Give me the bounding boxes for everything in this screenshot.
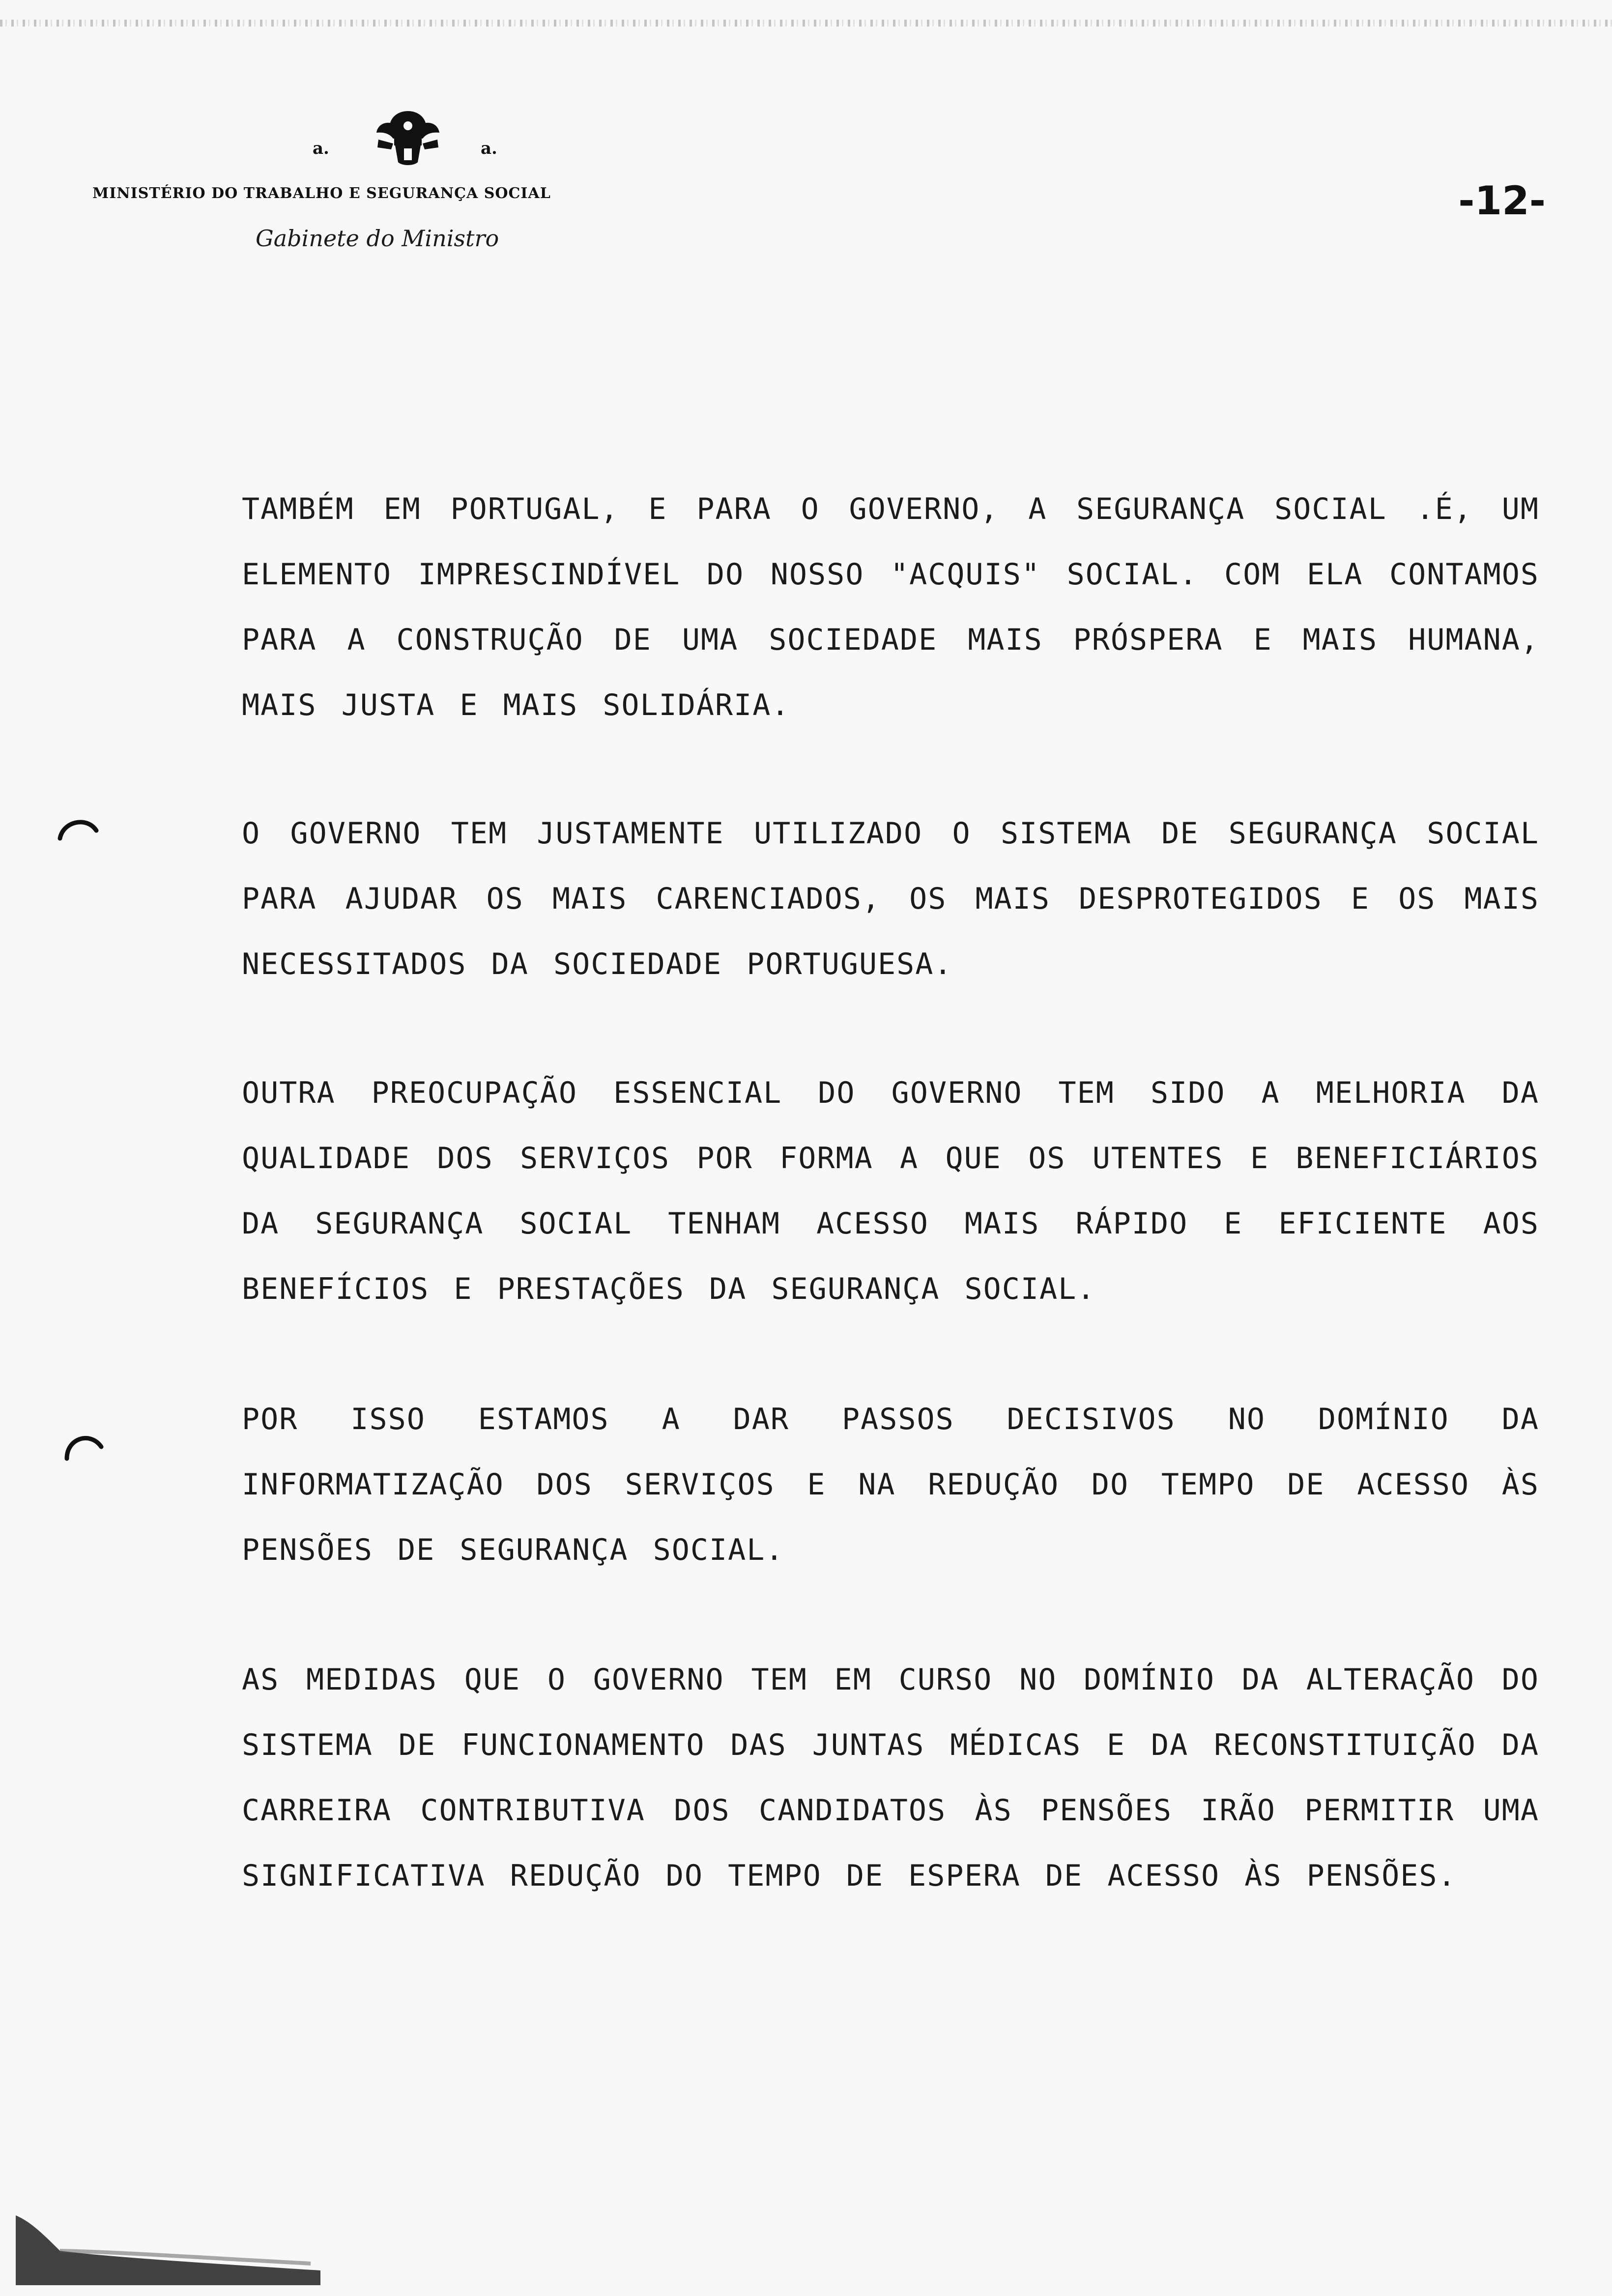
paragraph-3: OUTRA PREOCUPAÇÃO ESSENCIAL DO GOVERNO TEM SIDO A MELHORIA DA QUALIDADE DOS SERVIÇOS POR FORMA A QUE OS UTENTES E BENEFICIÁRIOS DA SEGURANÇA SOCIAL TENHAM ACESSO MAIS RÁPIDO E EFICIENTE AOS BENEFÍCIOS E PRESTAÇÕES DA SEGURANÇA SOCIAL. bbox=[242, 1076, 1539, 1306]
page-number: -12- bbox=[1458, 178, 1546, 224]
paragraph-2: O GOVERNO TEM JUSTAMENTE UTILIZADO O SISTEMA DE SEGURANÇA SOCIAL PARA AJUDAR OS MAIS CARENCIADOS, OS MAIS DESPROTEGIDOS E OS MAIS NECESSITADOS DA SOCIEDADE PORTUGUESA. bbox=[242, 816, 1539, 981]
punch-hole-mark-icon bbox=[62, 1424, 106, 1468]
paragraph-5: AS MEDIDAS QUE O GOVERNO TEM EM CURSO NO DOMÍNIO DA ALTERAÇÃO DO SISTEMA DE FUNCIONAMENTO DAS JUNTAS MÉDICAS E DA RECONSTITUIÇÃO DA CARREIRA CONTRIBUTIVA DOS CANDIDATOS ÀS PENSÕES IRÃO PERMITIR UMA SIGNIFICATIVA REDUÇÃO DO TEMPO DE ESPERA DE ACESSO ÀS PENSÕES. bbox=[242, 1663, 1539, 1893]
crest-mark-right: a. bbox=[481, 139, 497, 158]
crest-mark-left: a. bbox=[313, 139, 329, 158]
punch-hole-mark-icon bbox=[56, 809, 100, 853]
cabinet-signature: Gabinete do Ministro bbox=[256, 225, 499, 252]
scan-corner-shadow bbox=[16, 2207, 320, 2285]
paragraph-1: TAMBÉM EM PORTUGAL, E PARA O GOVERNO, A SEGURANÇA SOCIAL .É, UM ELEMENTO IMPRESCINDÍVEL DO NOSSO "ACQUIS" SOCIAL. COM ELA CONTAMOS PARA A CONSTRUÇÃO DE UMA SOCIEDADE MAIS PRÓSPERA E MAIS HUMANA, MAIS JUSTA E MAIS SOLIDÁRIA. bbox=[242, 492, 1539, 722]
coat-of-arms-icon bbox=[369, 109, 447, 168]
scan-top-edge bbox=[0, 20, 1612, 27]
ministry-name: MINISTÉRIO DO TRABALHO E SEGURANÇA SOCIAL bbox=[92, 185, 551, 202]
paragraph-4: POR ISSO ESTAMOS A DAR PASSOS DECISIVOS NO DOMÍNIO DA INFORMATIZAÇÃO DOS SERVIÇOS E NA REDUÇÃO DO TEMPO DE ACESSO ÀS PENSÕES DE SEGURANÇA SOCIAL. bbox=[242, 1402, 1539, 1567]
